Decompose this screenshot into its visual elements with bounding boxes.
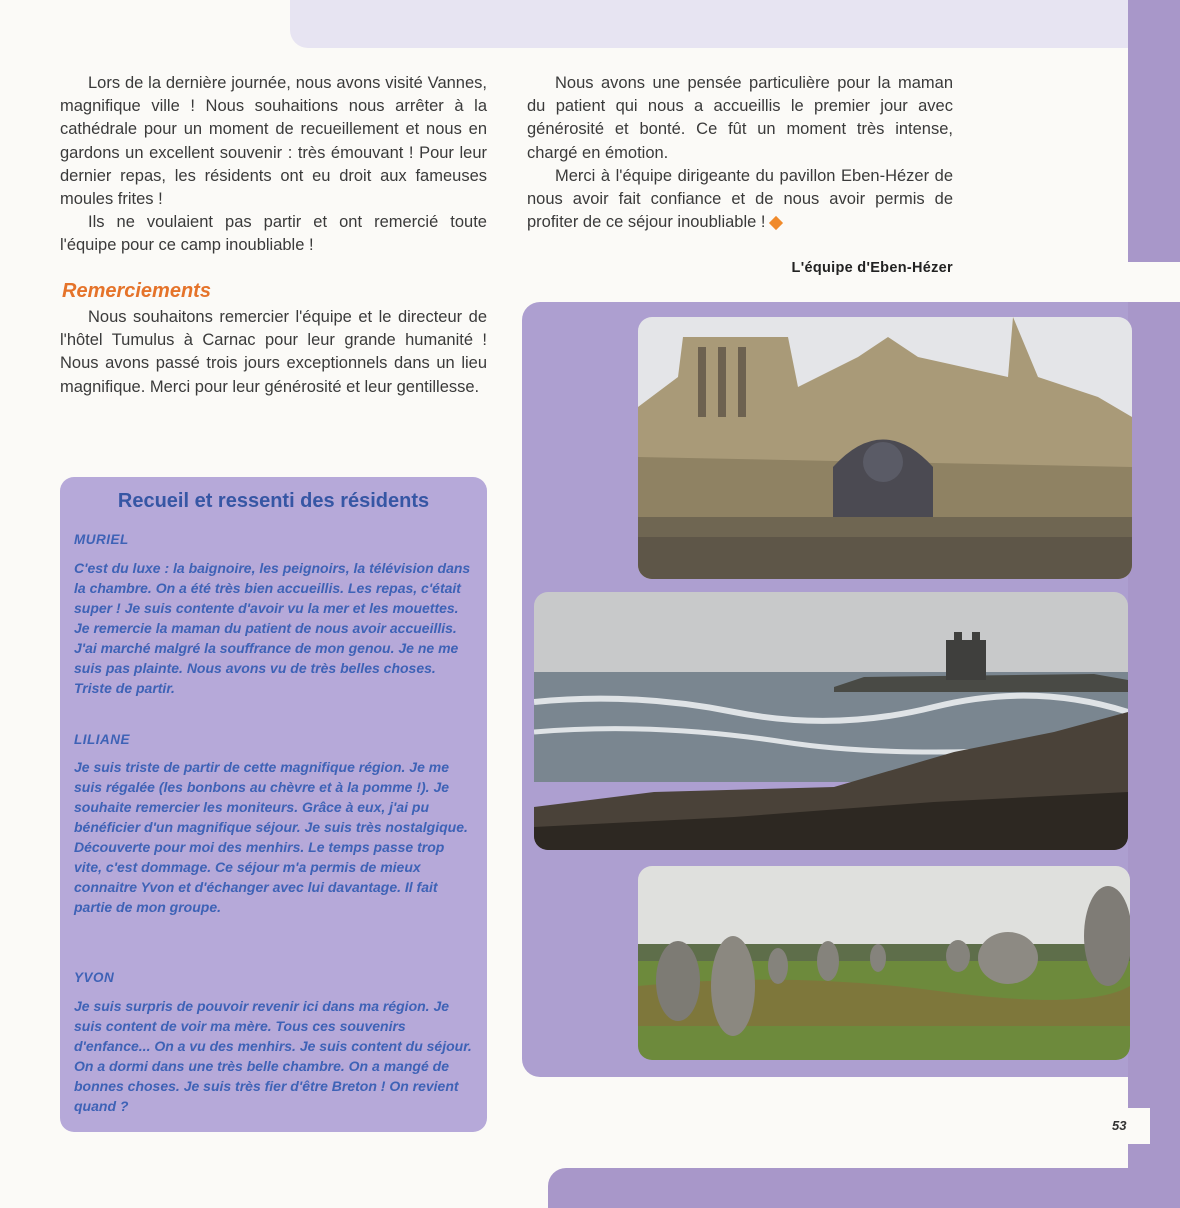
thanks-text (60, 306, 487, 399)
cathedral-photo (638, 317, 1132, 579)
section-title-thanks: Remerciements (62, 280, 211, 302)
paragraph: Nous avons une pensée particulière pour la maman du patient qui nous a accueillis le premier jour avec générosité et bonté. Ce fût un moment très intense, chargé en émotion. (527, 74, 953, 162)
bottom-decorative-bar (548, 1168, 1180, 1208)
paragraph: Nous souhaitons remercier l'équipe et le directeur de l'hôtel Tumulus à Carnac pour leur grande humanité ! Nous avons passé trois jours exceptionnels dans un lieu magnifique. Merci pour leur générosité et leur gentillesse. (60, 308, 487, 396)
end-diamond-icon (769, 216, 783, 230)
paragraph (527, 165, 953, 235)
left-column (60, 72, 487, 258)
page-number: 53 (1112, 1118, 1127, 1133)
paragraph: Lors de la dernière journée, nous avons visité Vannes, magnifique ville ! Nous souhaitions nous arrêter à la cathédrale pour un moment de recueillement et nous en gardons un excellent souvenir : très émouvant ! Pour leur dernier repas, les résidents ont eu droit aux fameuses moules frites ! (60, 74, 487, 209)
top-decorative-band (290, 0, 1170, 48)
resident-testimony: Je suis triste de partir de cette magnifique région. Je me suis régalée (les bonbons au chèvre et à la pomme !). Je souhaite remercier les moniteurs. Grâce à eux, j'ai pu bénéficier d'un magnifique séjour. Je suis très nostalgique. Découverte pour moi des menhirs. Le temps passe trop vite, c'est dommage. Ce séjour m'a permis de mieux connaitre Yvon et d'échanger avec lui davantage. Il fait partie de mon groupe. (74, 759, 468, 915)
resident-name: LILIANE (74, 732, 130, 747)
seascape-photo (534, 592, 1128, 850)
right-column (527, 72, 953, 234)
testimonials-title: Recueil et ressenti des résidents (117, 490, 430, 512)
paragraph-text: Merci à l'équipe dirigeante du pavillon Eben-Hézer de nous avoir fait confiance et de nous avoir permis de profiter de ce séjour inoubliable ! (527, 166, 953, 232)
menhirs-photo (638, 866, 1130, 1060)
resident-name: MURIEL (74, 532, 129, 547)
resident-testimony: C'est du luxe : la baignoire, les peignoirs, la télévision dans la chambre. On a été très bien accueillis. Les repas, c'était super ! Je suis contente d'avoir vu la mer et les mouettes. Je remercie la maman du patient de nous avoir accueillis. J'ai marché malgré la souffrance de mon genou. Je ne me suis pas plainte. Nous avons vu de très belles choses. Triste de partir. (74, 560, 471, 696)
right-decorative-strip (1128, 0, 1180, 1200)
signature: L'équipe d'Eben-Hézer (791, 260, 953, 276)
strip-notch (1128, 262, 1180, 302)
resident-testimony: Je suis surpris de pouvoir revenir ici dans ma région. Je suis content de voir ma mère. Tous ces souvenirs d'enfance... On a vu des menhirs. Je suis content du séjour. On a dormi dans une très belle chambre. On a mangé de bonnes choses. Je suis très fier d'être Breton ! On revient quand ? (74, 998, 472, 1114)
paragraph: Ils ne voulaient pas partir et ont remercié toute l'équipe pour ce camp inoubliable ! (60, 213, 487, 255)
resident-name: YVON (74, 970, 115, 985)
